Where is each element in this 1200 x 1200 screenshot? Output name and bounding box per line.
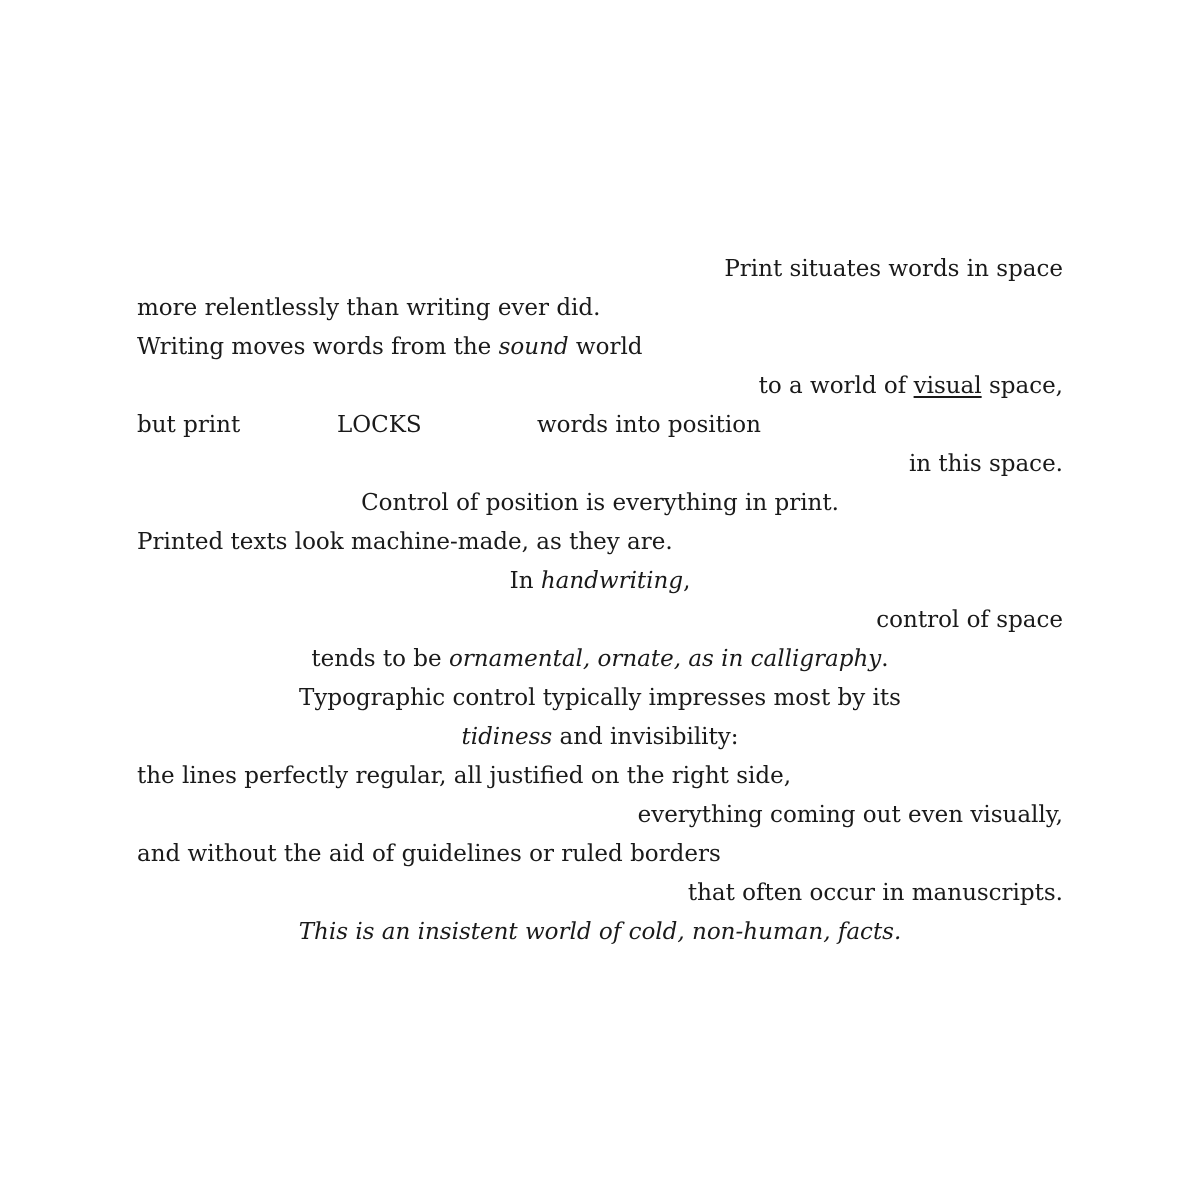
poem-line-7 [137, 484, 1063, 523]
poem-line-10 [137, 601, 1063, 640]
line-text: In [509, 568, 541, 594]
poem-line-3 [137, 328, 1063, 367]
line-text: Writing moves words from the [137, 334, 499, 360]
poem-line-5 [137, 406, 1063, 445]
poem-line-6 [137, 445, 1063, 484]
poem-line-2 [137, 289, 1063, 328]
line-text: that often occur in manuscripts. [687, 880, 1063, 906]
poem-line-13 [137, 718, 1063, 757]
underlined-word-visual: visual [913, 373, 982, 399]
line-text: the lines perfectly regular, all justified on the right side, [137, 763, 792, 789]
line-text-but-print: but print [137, 412, 241, 438]
poem-line-18 [137, 913, 1063, 952]
poem-line-1 [137, 250, 1063, 289]
line-text: Control of position is everything in print. [361, 490, 839, 516]
poem-line-12 [137, 679, 1063, 718]
line-text: Printed texts look machine-made, as they are. [137, 529, 673, 555]
locks-word: LOCKS [337, 412, 422, 438]
line-text: in this space. [908, 451, 1063, 477]
line-text: This is an insistent world of cold, non-human, facts. [298, 919, 902, 945]
line-text-words-into-position: words into position [537, 412, 761, 438]
line-text: . [881, 646, 889, 672]
italic-word-handwriting: handwriting [540, 568, 684, 594]
line-text: everything coming out even visually, [637, 802, 1063, 828]
poem-line-4 [137, 367, 1063, 406]
line-text: more relentlessly than writing ever did. [137, 295, 601, 321]
line-text: to a world of [758, 373, 914, 399]
italic-phrase-ornamental: ornamental, ornate, as in calligraphy [448, 646, 882, 672]
poem-line-17 [137, 874, 1063, 913]
poem-line-11 [137, 640, 1063, 679]
poem-line-16 [137, 835, 1063, 874]
poem-line-15 [137, 796, 1063, 835]
line-text: Print situates words in space [724, 256, 1063, 282]
line-text: and without the aid of guidelines or ruled borders [137, 841, 721, 867]
line-text: , [683, 568, 691, 594]
line-text: space, [981, 373, 1063, 399]
poem-line-14 [137, 757, 1063, 796]
italic-word-tidiness: tidiness [461, 724, 553, 750]
line-text: control of space [876, 607, 1063, 633]
line-text: and invisibility: [552, 724, 739, 750]
poem-line-8 [137, 523, 1063, 562]
poem [137, 250, 1063, 952]
line-text: world [568, 334, 643, 360]
italic-word-sound: sound [498, 334, 569, 360]
line-text: Typographic control typically impresses most by its [299, 685, 901, 711]
poem-line-9 [137, 562, 1063, 601]
line-text: tends to be [311, 646, 449, 672]
